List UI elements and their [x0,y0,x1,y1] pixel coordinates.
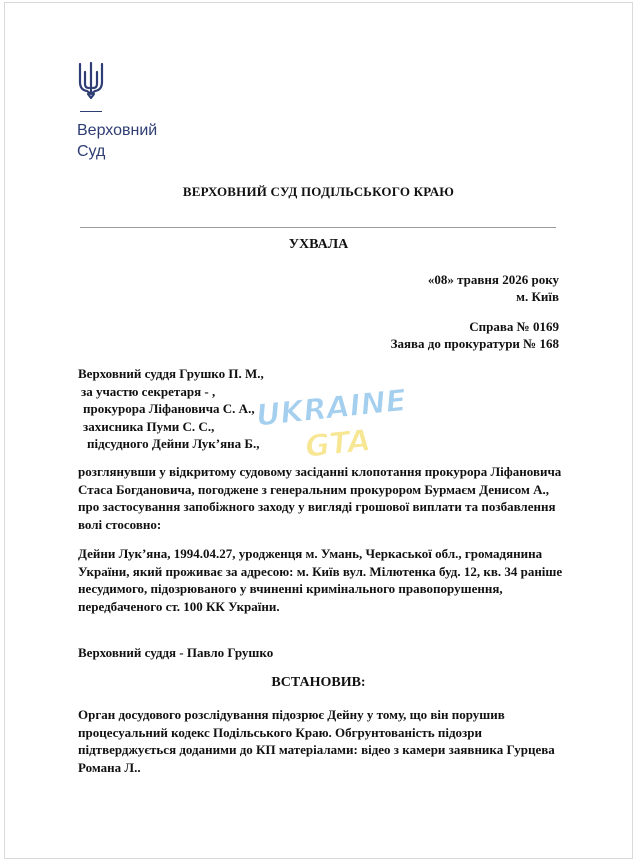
judge-line: Верховний суддя - Павло Грушко [78,645,274,660]
party-secretary: за участю секретаря - , [81,383,216,399]
prosecutor-application: Заява до прокуратури № 168 [390,336,559,351]
paragraph-defendant: Дейни Лук’яна, 1994.04.27, уродженця м. Умань, Черкаської обл., громадянина України, який проживає за адресою: м. Київ вул. Мілютенка буд. 12, кв. 34 раніше несудимого, підозрюваного у вчиненні кримінального правопорушення, передбаченого ст. 100 КК України. [78,546,563,614]
logo-line-1: Верховний [77,122,158,139]
logo-divider [80,111,102,112]
established-heading: ВСТАНОВИВ: [271,675,366,690]
watermark-logo [248,378,418,474]
party-defendant: підсудного Дейни Лук’яна Б., [87,436,260,451]
watermark-line-1: UKRAINE [254,383,408,434]
date-line: «08» травня 2026 року [427,272,559,287]
parties-list [78,365,264,453]
paragraph-considered: розглянувши у відкритому судовому засіданні клопотання прокурора Ліфановича Стаса Богдановича, погоджене з генеральним прокурором Бурмаєм Денисом А., про застосування запобіжного заходу у вигляді грошової виплати та позбавлення волі стосовно: [78,464,562,532]
party-defender: захисника Пуми С. С., [83,418,215,434]
header-divider [80,227,556,228]
date-block [428,271,559,305]
court-title: ВЕРХОВНИЙ СУД ПОДІЛЬСЬКОГО КРАЮ [182,184,455,199]
case-block [391,318,559,352]
party-judge: Верховний суддя Грушко П. М., [78,366,264,381]
logo-line-2: Суд [77,143,106,160]
document-type: УХВАЛА [288,237,349,252]
paragraph-established: Орган досудового розслідування підозрює Дейну у тому, що він порушив процесуальний кодекс Подільського Краю. Обгрунтованість підозри підтверджується доданими до КП матеріалами: відео з камери заявника Гурцева Романа Л.. [78,707,555,775]
city-line: м. Київ [516,289,559,304]
party-prosecutor: прокурора Ліфановича С. А., [83,401,255,416]
court-logo-text [77,120,157,162]
trident-icon [77,60,105,100]
watermark-line-2: GTA [303,423,373,465]
case-number: Справа № 0169 [469,319,559,334]
